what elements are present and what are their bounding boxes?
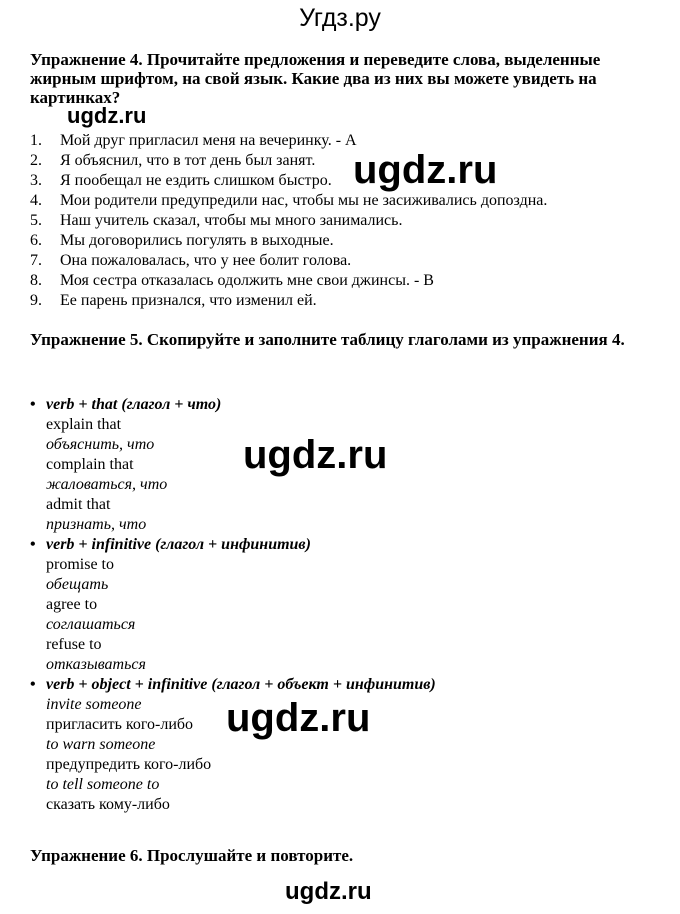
list-item: 5. Наш учитель сказал, чтобы мы много занимались.	[30, 212, 403, 229]
list-item: 7. Она пожаловалась, что у нее болит голова.	[30, 252, 352, 269]
watermark: ugdz.ru	[243, 433, 388, 477]
group-entry: agree to	[46, 596, 98, 613]
bullet: •	[30, 396, 36, 413]
group-entry: жаловаться, что	[46, 476, 168, 493]
exercise-5-heading: Упражнение 5. Скопируйте и заполните таблицу глаголами из упражнения 4.	[30, 330, 625, 349]
list-item: 6. Мы договорились погулять в выходные.	[30, 232, 334, 249]
list-item: 2. Я объяснил, что в тот день был занят.	[30, 152, 316, 169]
exercise-4-heading: Упражнение 4. Прочитайте предложения и переведите слова, выделенные жирным шрифтом, на свой язык. Какие два из них вы можете увидеть на картинках?	[30, 50, 601, 107]
site-title: Угдз.ру	[299, 4, 381, 32]
group-entry: соглашаться	[46, 616, 136, 633]
watermark: ugdz.ru	[285, 878, 372, 905]
bullet: •	[30, 536, 36, 553]
group-title: • verb + that (глагол + что)	[30, 396, 222, 413]
group-entry: объяснить, что	[46, 436, 155, 453]
group-entry: пригласить кого-либо	[46, 716, 194, 733]
group-entry: предупредить кого-либо	[46, 756, 212, 773]
group-entry: отказываться	[46, 656, 146, 673]
group-title: • verb + infinitive (глагол + инфинитив)	[30, 536, 311, 553]
bullet: •	[30, 676, 36, 693]
group-entry: promise to	[46, 556, 114, 573]
watermark: ugdz.ru	[353, 148, 498, 192]
group-entry: обещать	[46, 576, 109, 593]
list-item: 9. Ее парень признался, что изменил ей.	[30, 292, 317, 309]
group-entry: сказать кому-либо	[46, 796, 170, 813]
group-entry: explain that	[46, 416, 122, 433]
watermark: ugdz.ru	[226, 696, 371, 740]
watermark: ugdz.ru	[67, 103, 147, 128]
exercise-6-heading: Упражнение 6. Прослушайте и повторите.	[30, 846, 354, 865]
group-entry: to warn someone	[46, 736, 156, 753]
group-entry: admit that	[46, 496, 111, 513]
group-entry: to tell someone to	[46, 776, 160, 793]
list-item: 3. Я пообещал не ездить слишком быстро.	[30, 172, 332, 189]
group-entry: complain that	[46, 456, 134, 473]
list-item: 4. Мои родители предупредили нас, чтобы мы не засиживались допоздна.	[30, 192, 548, 209]
list-item: 8. Моя сестра отказалась одолжить мне свои джинсы. - B	[30, 272, 434, 289]
group-title: • verb + object + infinitive (глагол + объект + инфинитив)	[30, 676, 436, 693]
group-entry: refuse to	[46, 636, 102, 653]
group-entry: invite someone	[46, 696, 142, 713]
verb-group-infinitive	[30, 535, 436, 675]
list-item: 1. Мой друг пригласил меня на вечеринку. - A	[30, 132, 357, 149]
group-entry: признать, что	[46, 516, 147, 533]
